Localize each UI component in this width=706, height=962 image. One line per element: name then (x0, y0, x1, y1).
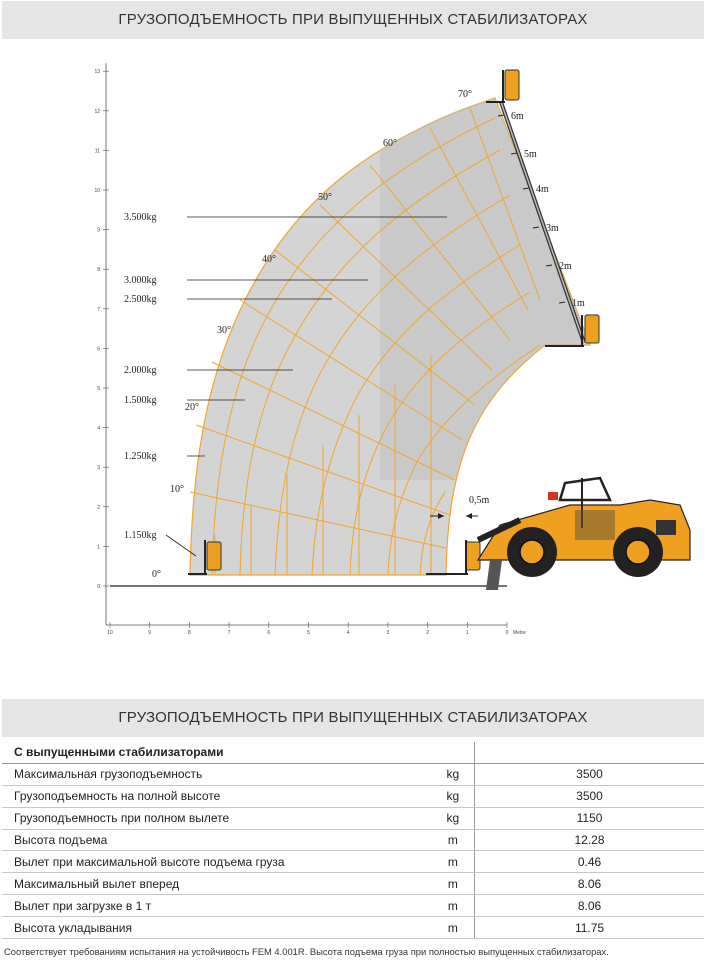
load-chart-diagram (0, 42, 706, 642)
table-row (2, 917, 704, 939)
spec-table (2, 742, 704, 939)
table-row (2, 895, 704, 917)
table-title: ГРУЗОПОДЪЕМНОСТЬ ПРИ ВЫПУЩЕННЫХ СТАБИЛИЗАТОРАХ (118, 709, 588, 726)
y-tick-label: 12 (94, 108, 100, 115)
table-header-label: С выпущенными стабилизаторами (2, 742, 432, 763)
load-label: 1.150kg (124, 530, 157, 541)
row-label: Грузоподъемность при полном вылете (2, 807, 432, 829)
angle-label: 60° (383, 138, 397, 149)
chart-title: ГРУЗОПОДЪЕМНОСТЬ ПРИ ВЫПУЩЕННЫХ СТАБИЛИЗАТОРАХ (118, 11, 588, 28)
extension-label: 4m (536, 184, 549, 195)
table-row (2, 785, 704, 807)
load-label: 2.500kg (124, 294, 157, 305)
table-header-row (2, 742, 704, 763)
row-unit: kg (432, 763, 475, 785)
y-tick-label: 1 (97, 544, 100, 551)
load-label: 3.000kg (124, 275, 157, 286)
row-label: Высота укладывания (2, 917, 432, 939)
row-label: Вылет при максимальной высоте подъема груза (2, 851, 432, 873)
x-tick-label: 9 (148, 630, 152, 636)
table-row (2, 829, 704, 851)
footnote: Соответствует требованиям испытания на устойчивость FEM 4.001R. Высота подъема груза при полностью выпущенных стабилизаторах. (4, 946, 609, 957)
y-tick-label: 2 (97, 504, 100, 511)
row-label: Высота подъема (2, 829, 432, 851)
row-value: 12.28 (475, 829, 704, 851)
extension-label: 3m (546, 223, 559, 234)
row-label: Максимальная грузоподъемность (2, 763, 432, 785)
fork-carriage-top (486, 70, 519, 102)
row-label: Грузоподъемность на полной высоте (2, 785, 432, 807)
row-unit: m (432, 895, 475, 917)
extension-label: 1m (572, 298, 585, 309)
load-zone (190, 98, 590, 575)
y-tick-label: 10 (94, 188, 100, 194)
x-axis-unit: Metre (513, 630, 526, 636)
row-value: 8.06 (475, 873, 704, 895)
y-tick-label: 11 (94, 148, 100, 155)
x-tick-label: 7 (227, 630, 231, 636)
extension-label: 6m (511, 111, 524, 122)
row-value: 3500 (475, 763, 704, 785)
row-unit: kg (432, 807, 475, 829)
chart-title-banner (2, 1, 704, 39)
table-row (2, 807, 704, 829)
row-value: 1150 (475, 807, 704, 829)
angle-label: 40° (262, 254, 276, 265)
row-label: Вылет при загрузке в 1 т (2, 895, 432, 917)
x-tick-label: 0 (505, 630, 509, 636)
table-row (2, 851, 704, 873)
load-label: 1.500kg (124, 395, 157, 406)
angle-label: 10° (170, 484, 184, 495)
angle-label: 20° (185, 402, 199, 413)
load-label: 2.000kg (124, 365, 157, 376)
table-title-banner (2, 699, 704, 737)
offset-label: 0,5m (469, 495, 490, 506)
load-label: 1.250kg (124, 451, 157, 462)
row-value: 0.46 (475, 851, 704, 873)
y-tick-label: 13 (94, 69, 100, 76)
row-unit: m (432, 851, 475, 873)
y-tick-label: 5 (97, 386, 100, 392)
row-value: 8.06 (475, 895, 704, 917)
x-tick-label: 8 (188, 630, 191, 636)
row-unit: m (432, 917, 475, 939)
angle-label: 50° (318, 192, 332, 203)
row-value: 3500 (475, 785, 704, 807)
load-zone-high-capacity (380, 98, 590, 480)
extension-label: 2m (559, 261, 572, 272)
angle-label: 70° (458, 89, 472, 100)
row-value: 11.75 (475, 917, 704, 939)
x-tick-label: 3 (386, 630, 390, 636)
y-tick-label: 7 (97, 306, 100, 313)
angle-label: 0° (152, 569, 161, 580)
telehandler-body (478, 478, 690, 590)
x-tick-label: 10 (107, 630, 113, 636)
x-tick-label: 1 (465, 630, 469, 636)
y-tick-label: 3 (97, 465, 100, 472)
row-unit: m (432, 829, 475, 851)
y-tick-label: 0 (97, 584, 100, 590)
table-row (2, 763, 704, 785)
x-tick-label: 5 (307, 630, 310, 636)
y-tick-label: 8 (97, 267, 100, 274)
table-row (2, 873, 704, 895)
x-tick-label: 6 (267, 630, 271, 636)
angle-label: 30° (217, 325, 231, 336)
y-tick-label: 4 (97, 425, 100, 432)
y-tick-label: 6 (97, 346, 100, 353)
x-tick-label: 2 (426, 630, 429, 636)
row-unit: m (432, 873, 475, 895)
row-unit: kg (432, 785, 475, 807)
load-label: 3.500kg (124, 212, 157, 223)
extension-label: 5m (524, 149, 537, 160)
y-tick-label: 9 (97, 227, 100, 234)
row-label: Максимальный вылет вперед (2, 873, 432, 895)
x-tick-label: 4 (346, 630, 350, 636)
